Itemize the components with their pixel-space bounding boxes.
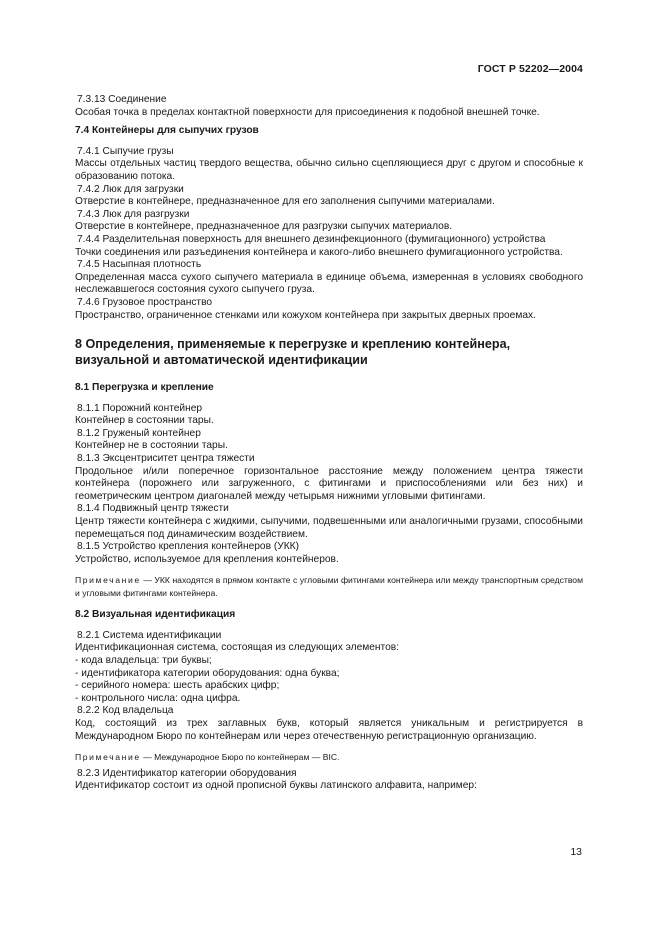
note xyxy=(75,751,583,763)
clause-text: Отверстие в контейнере, предназначенное для его заполнения сыпучими материалами. xyxy=(75,196,495,208)
clause-text: Идентификационная система, состоящая из следующих элементов: xyxy=(75,642,399,654)
note-text: — УКК находятся в прямом контакте с угловыми фитингами контейнера или между транспортным средством и угловыми фитингами контейнера. xyxy=(75,575,583,598)
clause-text: Идентификатор состоит из одной прописной буквы латинского алфавита, например: xyxy=(75,780,477,792)
identification-elements-list xyxy=(75,655,583,705)
page-number: 13 xyxy=(570,846,582,858)
list-item: - идентификатора категории оборудования: одна буква; xyxy=(75,667,340,679)
section-heading: 8.2 Визуальная идентификация xyxy=(75,609,236,621)
clause-title: 7.4.6 Грузовое пространство xyxy=(77,296,213,308)
clause-title: 8.1.2 Груженый контейнер xyxy=(77,427,201,439)
clause-text: Контейнер в состоянии тары. xyxy=(75,415,214,427)
page-content xyxy=(75,94,583,793)
note-text: — Международное Бюро по контейнерам — BIC. xyxy=(143,752,340,763)
clause-title: 7.4.3 Люк для разгрузки xyxy=(77,208,190,220)
note-label: Примечание xyxy=(75,752,141,763)
clause-title: 8.1.3 Эксцентриситет центра тяжести xyxy=(77,453,255,465)
clause-text: Устройство, используемое для крепления контейнеров. xyxy=(75,553,339,565)
note-label: Примечание xyxy=(75,575,141,586)
section-heading: 8.1 Перегрузка и крепление xyxy=(75,382,214,394)
clause-title: 7.4.5 Насыпная плотность xyxy=(77,259,202,271)
clause-title: 8.2.2 Код владельца xyxy=(77,705,174,717)
list-item: - кода владельца: три буквы; xyxy=(75,655,212,666)
clause-text: Контейнер не в состоянии тары. xyxy=(75,440,228,452)
clause-text: Определенная масса сухого сыпучего материала в единице объема, измеренная в условиях свободного неслежавшегося состояния сухого сыпучего груза. xyxy=(75,271,583,296)
clause-text: Точки соединения или разъединения контейнера и какого-либо внешнего фумигационного устройства. xyxy=(75,246,563,258)
clause-title: 8.2.3 Идентификатор категории оборудования xyxy=(77,767,297,779)
clause-title: 8.2.1 Система идентификации xyxy=(77,629,222,641)
note xyxy=(75,574,583,599)
list-item: - контрольного числа: одна цифра. xyxy=(75,692,241,704)
clause-text: Массы отдельных частиц твердого вещества, обычно сильно сцепляющиеся друг с другом и способные к образованию потока. xyxy=(75,158,583,182)
clause-text: Пространство, ограниченное стенками или кожухом контейнера при закрытых дверных проемах. xyxy=(75,309,536,321)
clause-title: 7.4.2 Люк для загрузки xyxy=(77,183,184,195)
clause-text: Особая точка в пределах контактной поверхности для присоединения к подобной внешней точке. xyxy=(75,106,540,118)
list-item: - серийного номера: шесть арабских цифр; xyxy=(75,680,280,692)
clause-title: 7.3.13 Соединение xyxy=(77,94,167,105)
section-heading: 7.4 Контейнеры для сыпучих грузов xyxy=(75,125,259,137)
clause-text: Центр тяжести контейнера с жидкими, сыпучими, подвешенными или аналогичными грузами, способными перемещаться под динамическим воздействием. xyxy=(75,516,583,540)
clause-text: Отверстие в контейнере, предназначенное для разгрузки сыпучих материалов. xyxy=(75,221,453,233)
clause-title: 7.4.4 Разделительная поверхность для внешнего дезинфекционного (фумигационного) устройства xyxy=(77,233,546,245)
chapter-heading: 8 Определения, применяемые к перегрузке и креплению контейнера, визуальной и автоматической идентификации xyxy=(75,337,511,368)
clause-text: Продольное и/или поперечное горизонтальное расстояние между положением центра тяжести контейнера (порожнего или загруженного, с фитингами и приспособлениями или без них) и геометрическим центром диагоналей между четырьмя нижними угловыми фитингами. xyxy=(75,465,583,502)
document-header: ГОСТ Р 52202—2004 xyxy=(477,63,583,75)
clause-text: Код, состоящий из трех заглавных букв, который является уникальным и регистрируется в Международном Бюро по контейнерам или через отечественную регистрационную организацию. xyxy=(75,717,583,742)
clause-title: 8.1.1 Порожний контейнер xyxy=(77,402,203,414)
clause-title: 7.4.1 Сыпучие грузы xyxy=(77,145,174,157)
clause-title: 8.1.4 Подвижный центр тяжести xyxy=(77,503,229,515)
clause-title: 8.1.5 Устройство крепления контейнеров (УКК) xyxy=(77,541,299,553)
